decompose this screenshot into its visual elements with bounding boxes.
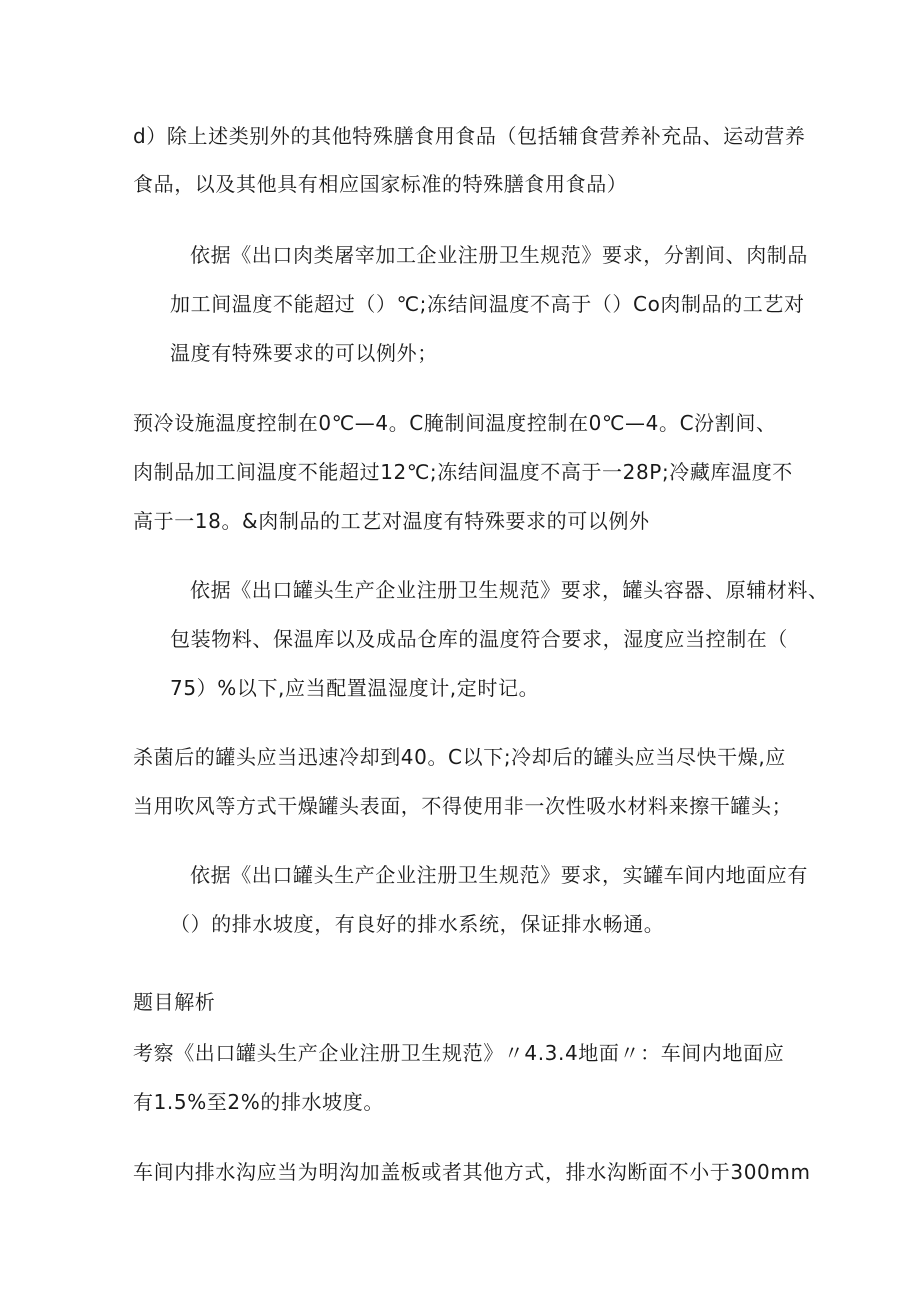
text-line: 肉制品加工间温度不能超过12℃;冻结间温度不高于一28P;冷藏库温度不 bbox=[133, 460, 793, 484]
text-line: 包装物料、保温库以及成品仓库的温度符合要求，湿度应当控制在（ bbox=[170, 627, 788, 651]
text-line: 加工间温度不能超过（）℃;冻结间温度不高于（）Co肉制品的工艺对 bbox=[170, 292, 805, 316]
text-line: 依据《出口罐头生产企业注册卫生规范》要求，实罐车间内地面应有 bbox=[190, 863, 808, 887]
text-line: 75）%以下,应当配置温湿度计,定时记。 bbox=[170, 676, 540, 700]
text-line: 杀菌后的罐头应当迅速冷却到40。C以下;冷却后的罐头应当尽快干燥,应 bbox=[133, 745, 786, 769]
text-line: 高于一18。&肉制品的工艺对温度有特殊要求的可以例外 bbox=[133, 509, 650, 533]
text-line: d）除上述类别外的其他特殊膳食用食品（包括辅食营养补充品、运动营养 bbox=[133, 124, 806, 148]
text-line: 考察《出口罐头生产企业注册卫生规范》〃4.3.4地面〃：车间内地面应 bbox=[133, 1041, 785, 1065]
text-line: 当用吹风等方式干燥罐头表面，不得使用非一次性吸水材料来擦干罐头； bbox=[133, 794, 793, 818]
text-line: 车间内排水沟应当为明沟加盖板或者其他方式，排水沟断面不小于300mm bbox=[133, 1160, 811, 1184]
text-line: 温度有特殊要求的可以例外； bbox=[170, 341, 438, 365]
text-line: 预冷设施温度控制在0℃—4。C腌制间温度控制在0℃—4。C汾割间、 bbox=[133, 411, 777, 435]
text-line: 有1.5%至2%的排水坡度。 bbox=[133, 1090, 384, 1114]
text-line: 食品，以及其他具有相应国家标准的特殊膳食用食品） bbox=[133, 172, 628, 196]
text-line: 依据《出口罐头生产企业注册卫生规范》要求，罐头容器、原辅材料、 bbox=[190, 578, 829, 602]
section-heading: 题目解析 bbox=[133, 990, 216, 1014]
text-line: （）的排水坡度，有良好的排水系统，保证排水畅通。 bbox=[170, 912, 665, 936]
text-line: 依据《出口肉类屠宰加工企业注册卫生规范》要求，分割间、肉制品 bbox=[190, 243, 808, 267]
